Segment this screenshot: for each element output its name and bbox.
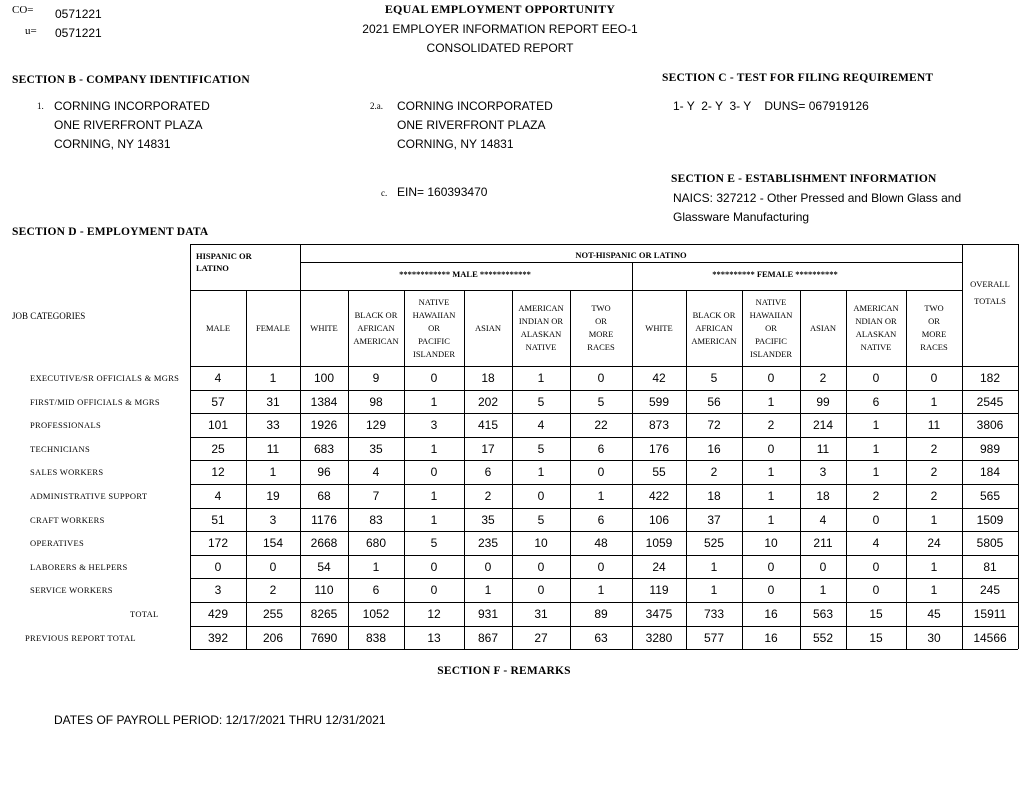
table-cell: 6 [597,441,605,456]
section-d-title: SECTION D - EMPLOYMENT DATA [12,226,209,238]
table-cell: 17 [481,441,495,456]
item-c-label: c. [381,188,388,198]
table-cell: 184 [979,465,1001,480]
column-header-text: NATIVE [755,296,787,307]
report-type: CONSOLIDATED REPORT [426,41,574,55]
table-cell: 31 [534,607,548,621]
table-cell: 2668 [310,536,338,551]
table-cell: 1052 [362,607,390,621]
table-cell: 1 [430,441,438,456]
table-cell: 15911 [973,607,1007,621]
table-cell: 0 [767,583,775,598]
table-cell: 42 [652,371,666,385]
job-category-label: TECHNICIANS [30,443,90,454]
table-cell: 0 [767,559,775,574]
column-header-text: OR [765,322,777,333]
table-cell: 1 [819,583,827,598]
table-cell: 1 [872,441,880,456]
table-cell: 392 [207,630,229,645]
table-cell: 6 [597,512,605,527]
column-header-text: ALASKAN [520,329,562,339]
table-cell: 9 [372,371,380,385]
table-cell: 2 [930,465,938,480]
table-cell: 3280 [645,630,673,645]
item2a-label: 2.a. [370,101,383,111]
table-cell: 2 [930,489,938,503]
column-header-text: AMERICAN [691,335,737,346]
item1-line3: CORNING, NY 14831 [54,137,171,151]
table-cell: 172 [207,536,229,551]
table-cell: 0 [537,583,545,598]
column-header-text: PACIFIC [418,335,450,346]
table-cell: 565 [979,489,1001,503]
table-cell: 25 [211,441,225,456]
table-cell: 1 [269,371,277,385]
table-cell: 552 [812,630,834,645]
row-divider [190,602,1018,603]
table-cell: 119 [649,583,669,598]
overall-totals-line2: TOTALS [974,296,1006,306]
table-cell: 0 [872,371,880,385]
table-cell: 1 [430,512,438,527]
table-cell: 4 [537,418,545,433]
report-subtitle: 2021 EMPLOYER INFORMATION REPORT EEO-1 [362,22,638,36]
column-header-text: MORE [921,329,947,339]
column-header-text: AMERICAN [853,303,899,313]
table-cell: 5 [710,371,718,385]
table-cell: 202 [477,394,499,409]
table-cell: 563 [812,607,834,621]
table-cell: 63 [594,630,608,645]
table-cell: 72 [707,418,721,433]
table-cell: 0 [430,583,438,598]
column-header-text: MALE [205,322,231,333]
job-category-label: PROFESSIONALS [30,420,101,431]
table-cell: 2 [269,583,277,598]
job-category-label: PREVIOUS REPORT TOTAL [25,632,136,643]
table-cell: 0 [430,465,438,480]
table-cell: 0 [269,559,277,574]
table-cell: 255 [262,607,284,621]
table-cell: 3806 [976,418,1004,433]
table-cell: 0 [537,559,545,574]
table-cell: 2 [872,489,880,503]
table-cell: 2545 [976,394,1004,409]
u-value: 0571221 [55,26,102,40]
table-cell: 83 [369,512,383,527]
column-header-text: FEMALE [256,322,290,333]
table-cell: 154 [262,536,284,551]
table-cell: 11 [927,418,941,433]
table-cell: 1 [597,583,605,598]
table-cell: 577 [703,630,725,645]
table-cell: 22 [594,418,608,433]
table-cell: 0 [767,371,775,385]
table-cell: 1 [930,583,938,598]
table-cell: 3 [214,583,222,598]
table-cell: 12 [211,465,225,480]
row-divider [190,484,1018,485]
table-cell: 51 [211,512,225,527]
not-hispanic-header: NOT-HISPANIC OR LATINO [575,250,687,260]
table-cell: 6 [872,394,880,409]
table-cell: 0 [872,512,880,527]
table-cell: 10 [534,536,548,551]
column-header-text: AFRICAN [695,322,733,333]
column-header-text: ASIAN [810,322,836,333]
row-divider [190,508,1018,509]
table-cell: 1 [872,418,880,433]
table-cell: 5 [597,394,605,409]
table-cell: 182 [979,371,1001,385]
column-header-text: WHITE [310,322,338,333]
table-cell: 0 [767,441,775,456]
table-cell: 100 [313,371,335,385]
table-cell: 1 [767,489,775,503]
table-cell: 0 [484,559,492,574]
job-category-label: ADMINISTRATIVE SUPPORT [30,491,148,501]
column-header-text: RACES [920,342,948,352]
table-cell: 989 [979,441,1001,456]
column-header-text: INDIAN OR [518,316,564,326]
table-cell: 1 [930,559,938,574]
table-cell: 57 [211,394,225,409]
job-category-label: EXECUTIVE/SR OFFICIALS & MGRS [30,373,180,383]
job-category-label: OPERATIVES [30,538,85,549]
table-cell: 0 [597,371,605,385]
table-cell: 2 [930,441,938,456]
table-cell: 101 [207,418,229,433]
table-cell: 0 [872,559,880,574]
column-header-text: ISLANDER [412,348,456,359]
table-cell: 56 [707,394,721,409]
table-cell: 54 [317,559,331,574]
section-f-title: SECTION F - REMARKS [437,665,571,677]
table-cell: 525 [703,536,725,551]
row-divider [190,390,1018,391]
table-cell: 31 [266,394,280,409]
job-category-label: SALES WORKERS [30,467,104,478]
job-category-label: LABORERS & HELPERS [30,561,128,572]
table-top-border [190,244,1018,245]
table-cell: 3 [819,465,827,480]
table-cell: 206 [262,630,284,645]
table-cell: 24 [927,536,941,551]
table-cell: 110 [314,583,334,598]
table-cell: 106 [648,512,670,527]
table-cell: 0 [430,371,438,385]
table-cell: 3475 [645,607,673,621]
column-header-text: TWO [591,303,611,313]
table-cell: 683 [313,441,335,456]
co-label: CO= [12,4,34,16]
column-header-text: AMERICAN [518,303,564,313]
row-divider [190,366,1018,367]
report-title: EQUAL EMPLOYMENT OPPORTUNITY [384,2,616,16]
table-cell: 931 [477,607,499,621]
table-cell: 429 [207,607,229,621]
column-header-text: ISLANDER [749,348,793,359]
table-cell: 0 [430,559,438,574]
item1-line1: CORNING INCORPORATED [54,99,210,113]
table-cell: 1384 [310,394,338,409]
column-header-text: RACES [587,342,615,352]
table-cell: 4 [372,465,380,480]
column-header-text: OR [428,322,440,333]
item1-line2: ONE RIVERFRONT PLAZA [54,118,203,132]
table-cell: 11 [816,441,830,456]
column-header-text: AMERICAN [353,335,399,346]
table-cell: 16 [707,441,721,456]
column-header-text: NATIVE [860,342,892,352]
job-category-label: TOTAL [130,609,159,619]
table-cell: 1 [537,465,545,480]
table-cell: 235 [477,536,499,551]
section-b-title: SECTION B - COMPANY IDENTIFICATION [12,74,250,86]
column-header-text: MORE [588,329,614,339]
row-divider [190,531,1018,532]
column-header-text: HAWAIIAN [412,309,456,320]
hispanic-header-line2: LATINO [196,263,229,273]
table-cell: 33 [266,418,280,433]
table-cell: 16 [764,607,778,621]
table-cell: 838 [365,630,387,645]
table-cell: 11 [266,441,280,456]
overall-totals-line1: OVERALL [970,279,1010,289]
table-cell: 5805 [976,536,1004,551]
table-cell: 680 [365,536,387,551]
item2a-line2: ONE RIVERFRONT PLAZA [397,118,546,132]
table-cell: 0 [819,559,827,574]
table-cell: 1 [710,559,718,574]
female-banner: ********** FEMALE ********** [712,269,838,279]
table-cell: 30 [927,630,941,645]
table-cell: 18 [707,489,721,503]
column-header-text: ASIAN [475,322,501,333]
table-cell: 5 [537,512,545,527]
table-cell: 37 [707,512,721,527]
column-header-text: BLACK OR [692,309,736,320]
table-cell: 98 [369,394,383,409]
table-cell: 35 [369,441,383,456]
table-cell: 1 [930,512,938,527]
table-cell: 81 [983,559,997,574]
row-divider [190,626,1018,627]
table-cell: 214 [812,418,834,433]
table-cell: 415 [477,418,499,433]
column-header-text: TWO [924,303,944,313]
table-cell: 129 [365,418,387,433]
column-header-text: WHITE [645,322,673,333]
table-cell: 873 [648,418,670,433]
table-cell: 0 [930,371,938,385]
table-cell: 1 [930,394,938,409]
table-cell: 422 [648,489,670,503]
column-header-text: NATIVE [525,342,557,352]
table-cell: 19 [266,489,280,503]
item1-label: 1. [37,101,44,111]
section-e-title: SECTION E - ESTABLISHMENT INFORMATION [671,173,937,185]
table-cell: 15 [869,630,883,645]
table-cell: 4 [872,536,880,551]
table-cell: 0 [597,465,605,480]
table-cell: 2 [819,371,827,385]
table-cell: 1 [269,465,277,480]
column-header-text: NDIAN OR [855,316,897,326]
table-cell: 2 [767,418,775,433]
table-cell: 5 [430,536,438,551]
column-header-text: HAWAIIAN [749,309,793,320]
table-cell: 1 [430,394,438,409]
table-cell: 4 [819,512,827,527]
table-cell: 1 [597,489,605,503]
table-cell: 96 [317,465,331,480]
payroll-period: DATES OF PAYROLL PERIOD: 12/17/2021 THRU 12/31/2021 [54,713,386,727]
column-divider [1018,244,1019,649]
table-cell: 0 [214,559,222,574]
table-cell: 0 [872,583,880,598]
column-header-text: NATIVE [418,296,450,307]
section-c-values: 1- Y 2- Y 3- Y DUNS= 067919126 [673,99,869,113]
table-cell: 176 [648,441,670,456]
job-categories-label: JOB CATEGORIES [12,311,86,321]
table-cell: 1 [767,465,775,480]
table-cell: 1926 [310,418,338,433]
naics-line2: Glassware Manufacturing [673,210,810,224]
table-cell: 211 [813,536,833,551]
table-cell: 3 [430,418,438,433]
table-cell: 27 [534,630,548,645]
row-divider [190,437,1018,438]
hispanic-header-line1: HISPANIC OR [196,251,252,261]
job-category-label: FIRST/MID OFFICIALS & MGRS [30,396,160,407]
table-cell: 13 [427,630,441,645]
table-cell: 24 [652,559,666,574]
table-cell: 1 [484,583,492,598]
table-cell: 3 [269,512,277,527]
table-cell: 1 [710,583,718,598]
table-cell: 599 [648,394,670,409]
table-cell: 8265 [310,607,338,621]
row-divider [190,555,1018,556]
table-cell: 89 [594,607,608,621]
row-divider [190,578,1018,579]
table-cell: 35 [481,512,495,527]
table-cell: 1 [537,371,545,385]
table-cell: 1 [430,489,438,503]
table-cell: 16 [764,630,778,645]
job-category-label: CRAFT WORKERS [30,514,105,525]
u-label: u= [25,25,37,37]
ein: EIN= 160393470 [397,185,488,199]
row-divider [190,413,1018,414]
table-cell: 45 [927,607,941,621]
naics-line1: NAICS: 327212 - Other Pressed and Blown Glass and [673,191,962,205]
table-cell: 2 [484,489,492,503]
table-cell: 733 [703,607,725,621]
table-cell: 4 [214,489,222,503]
table-cell: 245 [979,583,1001,598]
table-cell: 1 [372,559,380,574]
column-header-text: ALASKAN [855,329,897,339]
table-cell: 15 [869,607,883,621]
table-cell: 1 [767,394,775,409]
item2a-line3: CORNING, NY 14831 [397,137,514,151]
row-divider [190,460,1018,461]
table-cell: 99 [816,394,830,409]
table-cell: 7 [372,489,380,503]
column-header-text: PACIFIC [755,335,787,346]
column-header-text: OR [595,316,607,326]
table-cell: 1 [872,465,880,480]
table-cell: 1176 [311,512,337,527]
table-cell: 68 [317,489,331,503]
table-cell: 2 [710,465,718,480]
not-hispanic-divider [300,262,962,263]
table-cell: 0 [597,559,605,574]
section-c-title: SECTION C - TEST FOR FILING REQUIREMENT [662,72,934,84]
item2a-line1: CORNING INCORPORATED [397,99,553,113]
table-cell: 7690 [310,630,338,645]
co-value: 0571221 [55,7,102,21]
table-cell: 1509 [976,512,1004,527]
table-cell: 10 [764,536,778,551]
table-cell: 18 [481,371,495,385]
table-cell: 48 [594,536,608,551]
table-cell: 5 [537,394,545,409]
row-divider [190,649,1018,650]
column-header-text: BLACK OR [354,309,398,320]
table-cell: 6 [484,465,492,480]
column-header-text: AFRICAN [357,322,395,333]
table-cell: 5 [537,441,545,456]
table-cell: 55 [652,465,666,480]
table-cell: 6 [372,583,380,598]
table-cell: 0 [537,489,545,503]
male-banner: ************ MALE ************ [399,269,531,279]
job-category-label: SERVICE WORKERS [30,585,113,596]
table-cell: 1059 [645,536,673,551]
table-cell: 18 [816,489,830,503]
table-cell: 12 [427,607,441,621]
table-cell: 867 [477,630,499,645]
table-cell: 14566 [973,630,1007,645]
table-cell: 4 [214,371,222,385]
column-header-text: OR [928,316,940,326]
table-cell: 1 [767,512,775,527]
